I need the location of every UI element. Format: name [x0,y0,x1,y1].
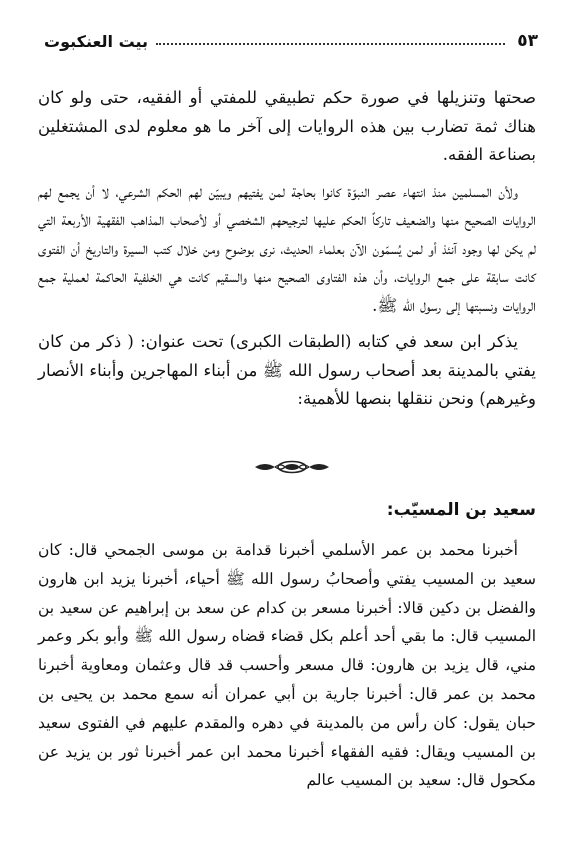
main-text [38,84,536,414]
ornamental-divider [0,458,584,476]
paragraph: يذكر ابن سعد في كتابه (الطبقات الكبرى) تحت عنوان: ( ذكر من كان يفتي بالمدينة بعد أصحاب رسول الله ﷺ من أبناء المهاجرين وأبناء الأنصار وغيرهم) ونحن ننقلها بنصها للأهمية: [38,332,536,408]
section-text [38,536,536,795]
header-dotted-leader [156,43,505,45]
ornament-icon [253,459,331,475]
section-heading: سعيد بن المسيّب: [386,500,536,520]
paragraph: ولأن المسلمين منذ انتهاء عصر النبوّة كانوا بحاجة لمن يفتيهم ويبيّن لهم الحكم الشرعي، لا أن يجمع لهم الروايات الصحيح منها والضعيف تاركاً الحكم عليها لترجيحهم الشخصي أو لأصحاب المذاهب الفقهية الأربعة التي لم يكن لها وجود آنئذ أو لمن يُسمّون الآن بعلماء الحديث، نرى بوضوح ومن خلال كتب السيرة والتاريخ أن الفتوى كانت سابقة على جمع الروايات، وأن هذه الفتاوى الصحيح منها والسقيم كانت هي الخلفية الحاكمة لعملية جمع الروايات ونسبتها إلى رسول الله ﷺ. [38,181,536,315]
running-title: بيت العنكبوت [44,31,149,51]
paragraph: أخبرنا محمد بن عمر الأسلمي أخبرنا قدامة بن موسى الجمحي قال: كان سعيد بن المسيب يفتي وأصحابُ رسول الله ﷺ أحياء، أخبرنا يزيد ابن هارون والفضل بن دكين قالا: أخبرنا مسعر بن كدام عن سعد بن إبراهيم عن سعيد بن المسيب قال: ما بقي أحد أعلم بكل قضاء قضاه رسول الله ﷺ وأبو بكر وعمر مني، قال يزيد بن هارون: قال مسعر وأحسب قد قال وعثمان ومعاوية أخبرنا محمد بن عمر قال: أخبرنا جارية بن أبي عمران أنه سمع محمد بن يحيى بن حبان يقول: كان رأس من بالمدينة في دهره والمقدم عليهم في الفتوى سعيد بن المسيب ويقال: فقيه الفقهاء أخبرنا محمد ابن عمر أخبرنا ثور بن يزيد عن مكحول قال: سعيد بن المسيب عالم [38,541,536,790]
paragraph: صحتها وتنزيلها في صورة حكم تطبيقي للمفتي أو الفقيه، حتى ولو كان هناك ثمة تضارب بين هذه الروايات إلى آخر ما هو معلوم لدى المشتغلين بصناعة الفقه. [38,88,536,164]
page-number: ٥٣ [517,31,538,51]
page-header [44,28,538,54]
